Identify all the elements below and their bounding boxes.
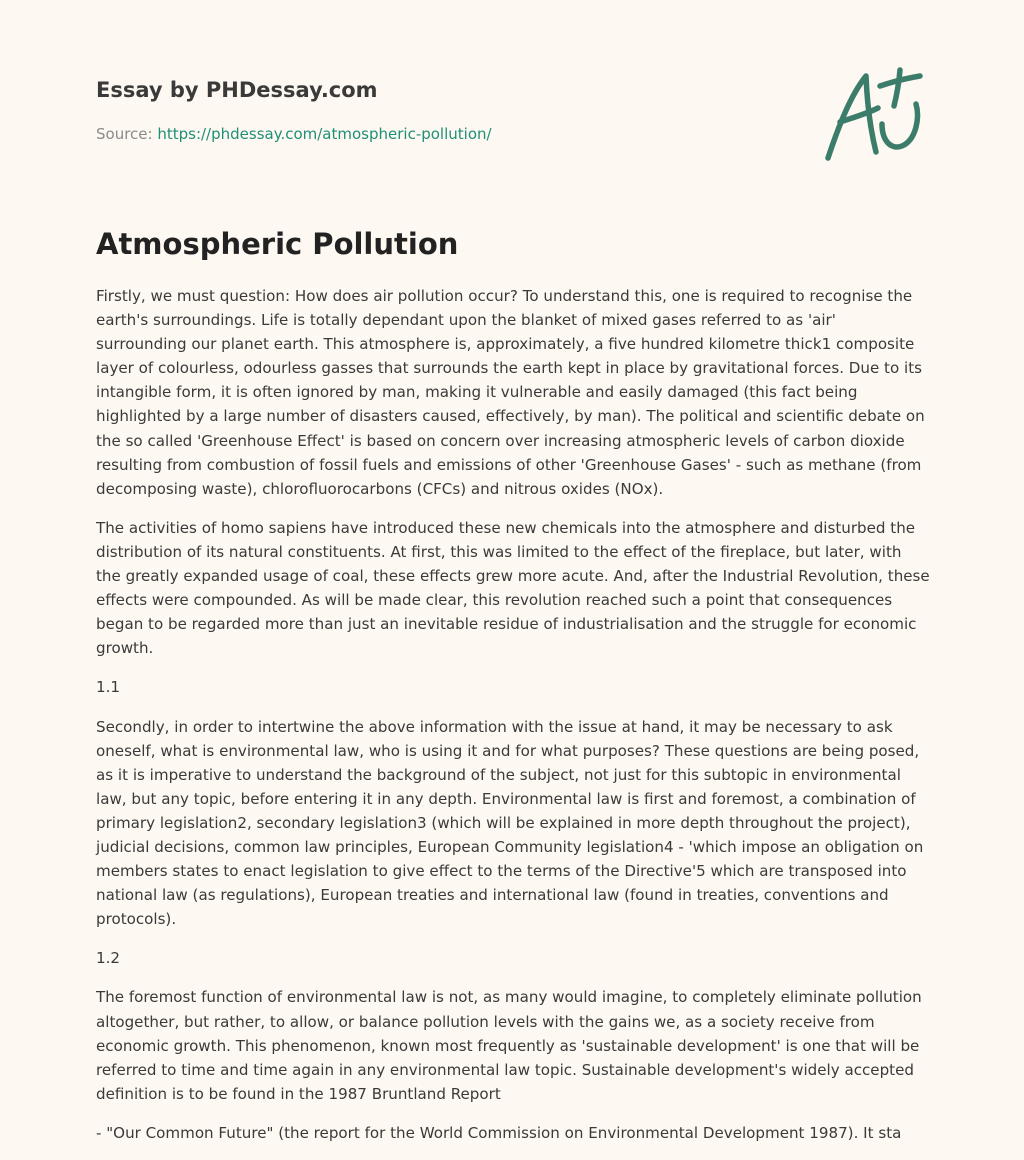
section-number: 1.2 (96, 949, 121, 968)
source-label: Source: (96, 125, 158, 143)
section-number: 1.1 (96, 678, 121, 697)
site-brand: Essay by PHDessay.com (96, 78, 378, 102)
article-body (96, 284, 930, 1160)
source-link[interactable]: https://phdessay.com/atmospheric-pollution/ (157, 125, 492, 143)
a-plus-logo-icon (820, 66, 930, 166)
paragraph-2: The activities of homo sapiens have introduced these new chemicals into the atmosphere and disturbed the distribution of its natural constituents. At first, this was limited to the effect of the fireplace, but later, with the greatly expanded usage of coal, these effects grew more acute. And, after the Industrial Revolution, these effects were compounded. As will be made clear, this revolution reached such a point that consequences began to be regarded more than just an inevitable residue of industrialisation and the struggle for economic growth. (96, 518, 930, 658)
article-title: Atmospheric Pollution (96, 227, 459, 261)
paragraph-4: The foremost function of environmental law is not, as many would imagine, to completely eliminate pollution altogether, but rather, to allow, or balance pollution levels with the gains we, as a society receive from economic growth. This phenomenon, known most frequently as 'sustainable development' is one that will be referred to time and time again in any environmental law topic. Sustainable development's widely accepted definition is to be found in the 1987 Bruntland Report (96, 988, 922, 1103)
source-line (96, 124, 796, 144)
essay-header (96, 76, 796, 144)
paragraph-3: Secondly, in order to intertwine the above information with the issue at hand, it may be necessary to ask oneself, what is environmental law, who is using it and for what purposes? These questions are being posed, as it is imperative to understand the background of the subject, not just for this subtopic in environmental law, but any topic, before entering it in any depth. Environmental law is first and foremost, a combination of primary legislation2, secondary legislation3 (which will be explained in more depth throughout the project), judicial decisions, common law principles, European Community legislation4 - 'which impose an obligation on members states to enact legislation to give effect to the terms of the Directive'5 which are transposed into national law (as regulations), European treaties and international law (found in treaties, conventions and protocols). (96, 717, 924, 929)
paragraph-1: Firstly, we must question: How does air pollution occur? To understand this, one is required to recognise the earth's surroundings. Life is totally dependant upon the blanket of mixed gases referred to as 'air' surrounding our planet earth. This atmosphere is, approximately, a five hundred kilometre thick1 composite layer of colourless, odourless gasses that surrounds the earth kept in place by gravitational forces. Due to its intangible form, it is often ignored by man, making it vulnerable and easily damaged (this fact being highlighted by a large number of disasters caused, effectively, by man). The political and scientific debate on the so called 'Greenhouse Effect' is based on concern over increasing atmospheric levels of carbon dioxide resulting from combustion of fossil fuels and emissions of other 'Greenhouse Gases' - such as methane (from decomposing waste), chlorofluorocarbons (CFCs) and nitrous oxides (NOx). (96, 287, 925, 498)
paragraph-5: - "Our Common Future" (the report for the World Commission on Environmental Development 1987). It sta (96, 1123, 902, 1142)
